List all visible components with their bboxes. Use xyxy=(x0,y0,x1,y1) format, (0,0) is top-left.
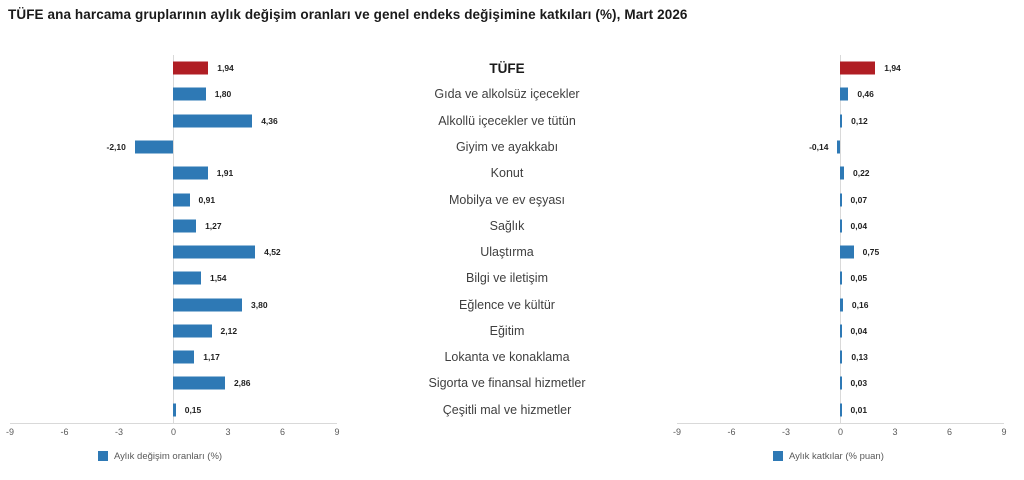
x-axis-tick: 0 xyxy=(170,427,177,437)
value-label: 2,86 xyxy=(233,378,251,389)
category-label: Eğitim xyxy=(489,323,525,338)
value-label: 1,94 xyxy=(884,63,901,74)
bar xyxy=(840,351,842,364)
bar xyxy=(173,377,225,390)
bar-row xyxy=(677,318,1004,344)
bar xyxy=(173,167,208,180)
value-label: 0,13 xyxy=(851,352,868,363)
bar xyxy=(840,193,842,206)
category-label: Ulaştırma xyxy=(480,245,534,260)
bar xyxy=(840,298,843,311)
monthly-change-chart xyxy=(5,55,340,437)
bar xyxy=(173,193,190,206)
category-label: Sigorta ve finansal hizmetler xyxy=(428,376,586,391)
category-label: Giyim ve ayakkabı xyxy=(455,139,559,154)
category-label: Mobilya ve ev eşyası xyxy=(448,192,566,207)
value-label: 0,04 xyxy=(850,325,868,336)
bar-row xyxy=(677,81,1004,107)
bar-row xyxy=(10,318,337,344)
bar xyxy=(840,403,842,416)
legend-monthly-contribution xyxy=(773,449,884,463)
legend-swatch-icon xyxy=(773,451,783,461)
value-label: 0,22 xyxy=(852,168,870,179)
bar-row xyxy=(677,55,1004,81)
x-axis-tick: 3 xyxy=(225,427,231,437)
bar xyxy=(840,324,842,337)
bar xyxy=(840,377,842,390)
value-label: 4,52 xyxy=(264,247,281,258)
value-label: 0,05 xyxy=(850,273,868,284)
x-axis-tick: -9 xyxy=(5,427,15,437)
value-label: 1,17 xyxy=(203,352,220,363)
category-label: Çeşitli mal ve hizmetler xyxy=(442,402,572,417)
x-axis-tick: 9 xyxy=(1001,427,1007,437)
x-axis-tick: -3 xyxy=(114,427,124,437)
bar-row xyxy=(10,265,337,291)
bar-row xyxy=(677,239,1004,265)
value-label: 1,91 xyxy=(216,168,234,179)
bar-row xyxy=(677,292,1004,318)
bar-row xyxy=(677,160,1004,186)
bar-row xyxy=(677,265,1004,291)
bar xyxy=(173,324,212,337)
bar xyxy=(173,219,196,232)
value-label: 0,16 xyxy=(851,299,869,310)
category-label: Sağlık xyxy=(489,218,525,233)
bar-row xyxy=(10,108,337,134)
x-axis-tick: 6 xyxy=(946,427,953,437)
value-label: 0,46 xyxy=(857,89,874,100)
value-label: -2,10 xyxy=(106,141,126,152)
bar xyxy=(840,246,854,259)
category-label: TÜFE xyxy=(489,60,525,76)
legend-swatch-icon xyxy=(98,451,108,461)
x-axis-ticks xyxy=(672,427,1007,441)
bar xyxy=(840,114,842,127)
bar xyxy=(173,62,208,75)
value-label: 0,07 xyxy=(850,194,868,205)
bar xyxy=(840,219,842,232)
bar xyxy=(840,167,844,180)
category-label: Lokanta ve konaklama xyxy=(444,350,570,365)
category-label: Konut xyxy=(490,166,524,181)
bar xyxy=(837,140,840,153)
bar-row xyxy=(10,292,337,318)
category-labels-column xyxy=(337,55,677,423)
bar-row xyxy=(677,108,1004,134)
value-label: 1,94 xyxy=(217,63,234,74)
bar-row xyxy=(10,397,337,423)
x-axis-ticks xyxy=(5,427,340,441)
category-label: Eğlence ve kültür xyxy=(459,297,555,312)
bar-row xyxy=(677,134,1004,160)
chart-title: TÜFE ana harcama gruplarının aylık değişim oranları ve genel endeks değişimine katkıları (%), Mart 2026 xyxy=(8,7,688,22)
bar-row xyxy=(10,134,337,160)
bar-row xyxy=(10,370,337,396)
bar xyxy=(173,403,176,416)
value-label: 2,12 xyxy=(220,325,238,336)
value-label: 0,91 xyxy=(198,194,216,205)
bar xyxy=(840,272,842,285)
bar-row xyxy=(677,344,1004,370)
bar-row xyxy=(10,160,337,186)
value-label: 0,03 xyxy=(850,378,868,389)
x-axis-tick: 3 xyxy=(892,427,898,437)
value-label: 0,04 xyxy=(850,220,868,231)
bar-row xyxy=(677,397,1004,423)
bar-row xyxy=(10,213,337,239)
value-label: 1,54 xyxy=(209,273,227,284)
category-label: Gıda ve alkolsüz içecekler xyxy=(434,87,580,102)
bar-row xyxy=(10,81,337,107)
category-label: Bilgi ve iletişim xyxy=(466,271,548,286)
value-label: 0,12 xyxy=(851,115,868,126)
value-label: 0,01 xyxy=(850,404,868,415)
x-axis-tick: -6 xyxy=(727,427,736,437)
value-label: 0,75 xyxy=(862,247,880,258)
x-axis-tick: -6 xyxy=(60,427,69,437)
bar-row xyxy=(10,239,337,265)
bar xyxy=(840,88,848,101)
value-label: 0,15 xyxy=(184,404,202,415)
bar-row xyxy=(10,186,337,212)
bar xyxy=(173,114,252,127)
bar xyxy=(173,246,255,259)
bar-row xyxy=(677,370,1004,396)
legend-monthly-change xyxy=(98,449,222,463)
x-axis-tick: 6 xyxy=(279,427,286,437)
bar xyxy=(173,351,194,364)
value-label: -0,14 xyxy=(809,141,829,152)
bar xyxy=(173,272,201,285)
value-label: 3,80 xyxy=(251,299,268,310)
value-label: 4,36 xyxy=(261,115,278,126)
bar-row xyxy=(10,344,337,370)
bar-row xyxy=(10,55,337,81)
bar xyxy=(840,62,875,75)
x-axis-line xyxy=(677,423,1004,424)
value-label: 1,80 xyxy=(214,89,232,100)
value-label: 1,27 xyxy=(205,220,222,231)
legend-label: Aylık katkılar (% puan) xyxy=(789,450,884,462)
bar-row xyxy=(677,213,1004,239)
bar-row xyxy=(677,186,1004,212)
x-axis-tick: -9 xyxy=(672,427,682,437)
x-axis-line xyxy=(10,423,337,424)
x-axis-tick: 9 xyxy=(334,427,340,437)
bar xyxy=(173,298,242,311)
bar xyxy=(135,140,173,153)
x-axis-tick: 0 xyxy=(837,427,844,437)
bar xyxy=(173,88,206,101)
legend-label: Aylık değişim oranları (%) xyxy=(114,450,223,462)
category-label: Alkollü içecekler ve tütün xyxy=(438,113,576,128)
monthly-contribution-chart xyxy=(672,55,1007,437)
x-axis-tick: -3 xyxy=(781,427,791,437)
